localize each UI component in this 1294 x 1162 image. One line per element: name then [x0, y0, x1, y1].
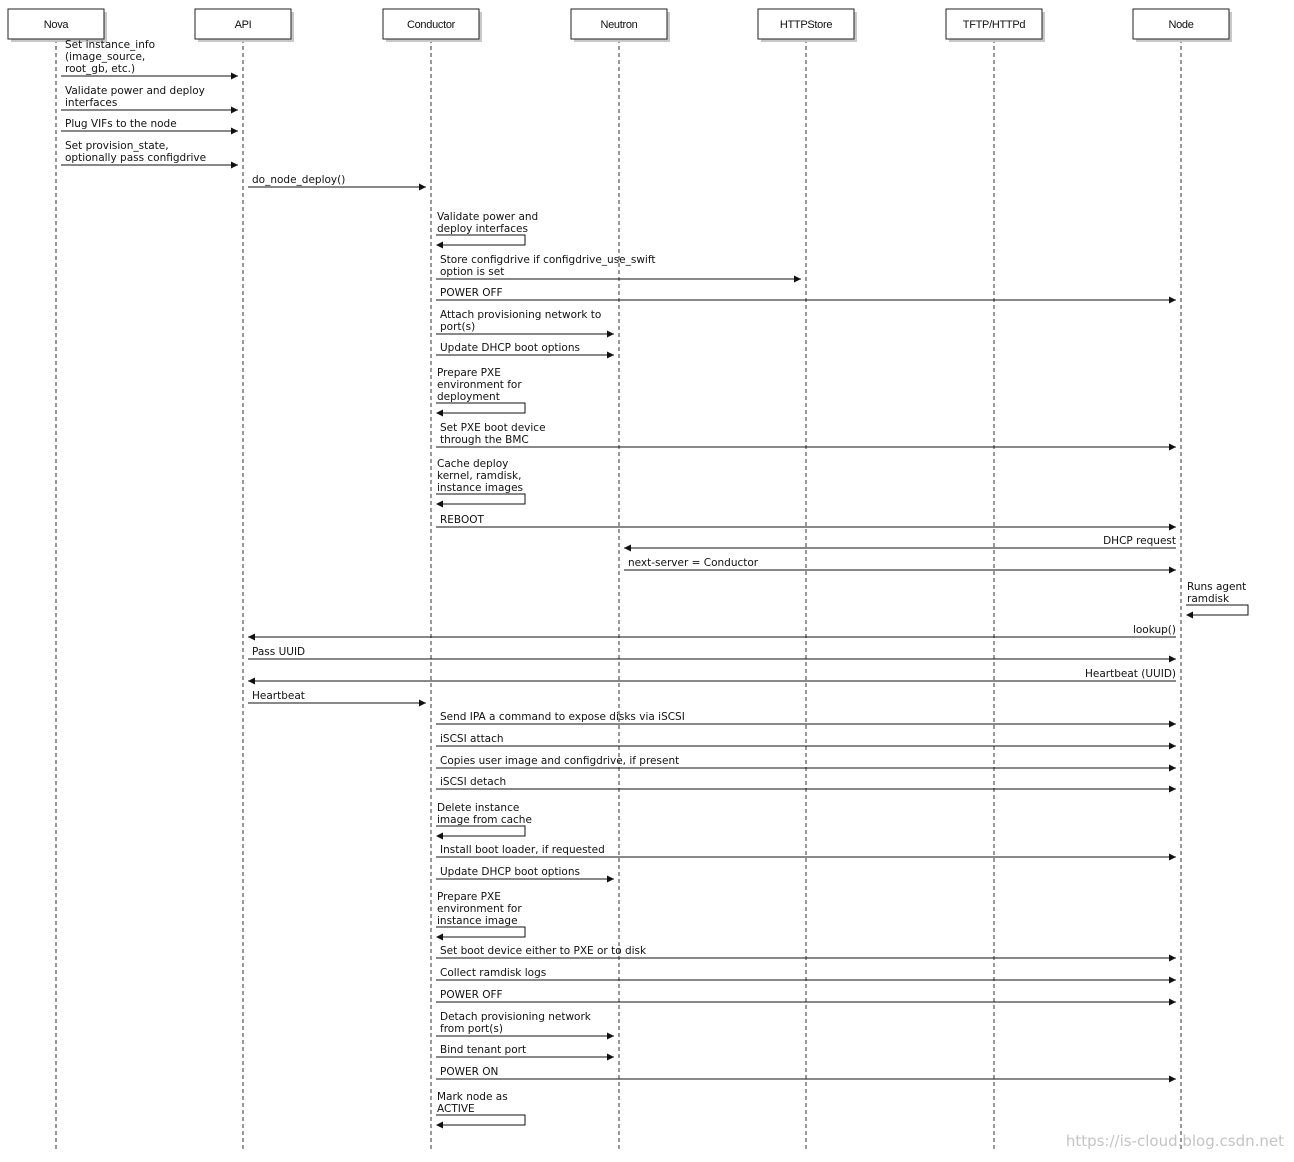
message — [248, 174, 426, 191]
message-label: Set instance_info — [65, 39, 156, 51]
message-label: Set boot device either to PXE or to disk — [440, 945, 647, 957]
message-label: Heartbeat (UUID) — [1085, 668, 1176, 680]
participant-api — [195, 9, 294, 42]
message-label: root_gb, etc.) — [65, 63, 136, 75]
message-label: ramdisk — [1187, 593, 1230, 605]
message-label: Delete instance — [437, 802, 520, 814]
arrowhead-icon — [1169, 854, 1176, 861]
participant-label: Nova — [43, 19, 69, 31]
participant-node — [1133, 9, 1232, 42]
message-label: environment for — [437, 903, 522, 915]
arrowhead-icon — [436, 242, 443, 249]
message-label: Prepare PXE — [437, 367, 501, 379]
participant-conductor — [383, 9, 482, 42]
message-label: next-server = Conductor — [628, 557, 759, 569]
message — [61, 39, 238, 80]
arrowhead-icon — [231, 162, 238, 169]
participant-nova — [8, 9, 107, 42]
arrowhead-icon — [1169, 567, 1176, 574]
message-label: Plug VIFs to the node — [65, 118, 177, 130]
message — [436, 367, 525, 417]
message-label: Validate power and deploy — [65, 85, 205, 97]
message-label: do_node_deploy() — [252, 174, 346, 186]
arrowhead-icon — [1169, 444, 1176, 451]
arrowhead-icon — [1169, 743, 1176, 750]
participant-httpstore — [758, 9, 857, 42]
message — [436, 458, 525, 508]
participant-label: HTTPStore — [779, 19, 833, 31]
message-label: POWER OFF — [440, 287, 503, 299]
message-label: (image_source, — [65, 51, 146, 63]
message — [436, 866, 614, 883]
arrowhead-icon — [1186, 612, 1193, 619]
message — [436, 309, 614, 338]
message — [436, 342, 614, 359]
arrowhead-icon — [1169, 297, 1176, 304]
arrowhead-icon — [231, 107, 238, 114]
message-label: from port(s) — [440, 1023, 503, 1035]
message — [248, 690, 426, 707]
message — [436, 802, 532, 840]
participant-label: Conductor — [406, 19, 456, 31]
message-label: Set provision_state, — [65, 140, 169, 152]
self-message-arrow — [436, 494, 525, 504]
arrowhead-icon — [607, 352, 614, 359]
arrowhead-icon — [248, 678, 255, 685]
message-label: Store configdrive if configdrive_use_swift — [440, 254, 656, 266]
message-label: option is set — [440, 266, 505, 278]
message — [1186, 581, 1248, 619]
participant-label: Node — [1168, 19, 1194, 31]
message-label: Install boot loader, if requested — [440, 844, 605, 856]
self-message-arrow — [436, 235, 525, 245]
arrowhead-icon — [1169, 999, 1176, 1006]
lifelines — [56, 39, 1181, 1152]
arrowhead-icon — [1169, 955, 1176, 962]
arrowhead-icon — [436, 1122, 443, 1129]
message-label: Prepare PXE — [437, 891, 501, 903]
participants — [8, 9, 1232, 42]
participant-label: Neutron — [600, 19, 638, 31]
message-label: interfaces — [65, 97, 118, 109]
message — [248, 646, 1176, 663]
message — [624, 557, 1176, 574]
participant-label: TFTP/HTTPd — [962, 19, 1026, 31]
message — [61, 85, 238, 114]
arrowhead-icon — [436, 833, 443, 840]
arrowhead-icon — [607, 1033, 614, 1040]
message-label: Runs agent — [1187, 581, 1247, 593]
message — [624, 535, 1176, 552]
arrowhead-icon — [436, 934, 443, 941]
message-label: Mark node as — [437, 1091, 508, 1103]
message-label: Send IPA a command to expose disks via iSCSI — [440, 711, 685, 723]
message-label: REBOOT — [440, 514, 484, 526]
message-label: Update DHCP boot options — [440, 866, 580, 878]
arrowhead-icon — [231, 73, 238, 80]
message-label: DHCP request — [1103, 535, 1176, 547]
arrowhead-icon — [607, 876, 614, 883]
message-label: Cache deploy — [437, 458, 509, 470]
participant-label: API — [234, 19, 252, 31]
arrowhead-icon — [794, 276, 801, 283]
self-message-arrow — [436, 403, 525, 413]
message-label: optionally pass configdrive — [65, 152, 207, 164]
message-label: instance images — [437, 482, 523, 494]
arrowhead-icon — [1169, 721, 1176, 728]
arrowhead-icon — [1169, 1076, 1176, 1083]
message-label: Attach provisioning network to — [440, 309, 602, 321]
message — [61, 118, 238, 135]
message-label: Detach provisioning network — [440, 1011, 591, 1023]
arrowhead-icon — [1169, 977, 1176, 984]
message-label: Update DHCP boot options — [440, 342, 580, 354]
message — [436, 211, 538, 249]
arrowhead-icon — [607, 331, 614, 338]
message-label: through the BMC — [440, 434, 529, 446]
arrowhead-icon — [436, 410, 443, 417]
message-label: Bind tenant port — [440, 1044, 527, 1056]
message-label: environment for — [437, 379, 522, 391]
message-label: Pass UUID — [252, 646, 306, 658]
arrowhead-icon — [436, 501, 443, 508]
watermark: https://is-cloud.blog.csdn.net — [1065, 1132, 1284, 1150]
message-label: Collect ramdisk logs — [440, 967, 547, 979]
arrowhead-icon — [1169, 786, 1176, 793]
message — [248, 668, 1176, 685]
message-label: iSCSI detach — [440, 776, 507, 788]
message-label: deployment — [437, 391, 500, 403]
arrowhead-icon — [624, 545, 631, 552]
self-message-arrow — [436, 927, 525, 937]
message-label: instance image — [437, 915, 518, 927]
message-label: POWER ON — [440, 1066, 499, 1078]
message-label: Heartbeat — [252, 690, 305, 702]
arrowhead-icon — [248, 634, 255, 641]
self-message-arrow — [436, 826, 525, 836]
arrowhead-icon — [419, 184, 426, 191]
arrowhead-icon — [419, 700, 426, 707]
message — [436, 967, 1176, 984]
message-label: Copies user image and configdrive, if present — [440, 755, 680, 767]
message — [436, 1044, 614, 1061]
message — [248, 624, 1176, 641]
message-label: kernel, ramdisk, — [437, 470, 522, 482]
arrowhead-icon — [231, 128, 238, 135]
self-message-arrow — [436, 1115, 525, 1125]
participant-tftp-httpd — [946, 9, 1045, 42]
arrowhead-icon — [1169, 765, 1176, 772]
participant-neutron — [571, 9, 670, 42]
message-label: Set PXE boot device — [440, 422, 546, 434]
arrowhead-icon — [607, 1054, 614, 1061]
message-label: image from cache — [437, 814, 532, 826]
message-label: POWER OFF — [440, 989, 503, 1001]
message-label: iSCSI attach — [440, 733, 504, 745]
message — [436, 1011, 614, 1040]
message — [436, 891, 525, 941]
message — [61, 140, 238, 169]
arrowhead-icon — [1169, 524, 1176, 531]
message-label: lookup() — [1132, 624, 1176, 636]
self-message-arrow — [1186, 605, 1248, 615]
message-label: Validate power and — [437, 211, 539, 223]
message-label: deploy interfaces — [437, 223, 528, 235]
message-label: port(s) — [440, 321, 476, 333]
message — [436, 1091, 525, 1129]
message-label: ACTIVE — [437, 1103, 475, 1115]
arrowhead-icon — [1169, 656, 1176, 663]
messages — [61, 39, 1248, 1129]
